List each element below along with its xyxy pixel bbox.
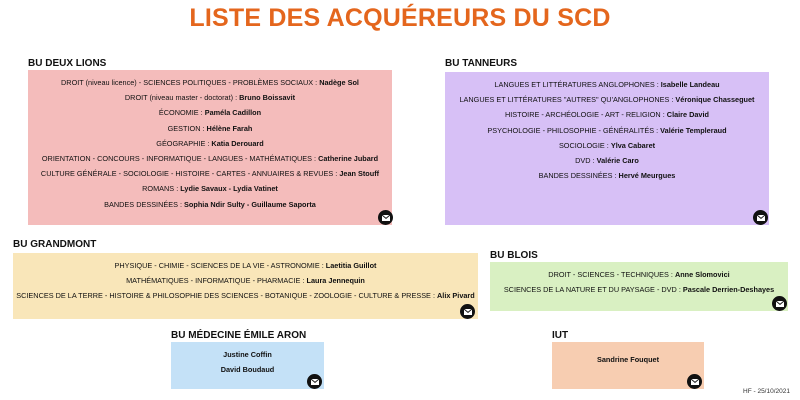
acquereur-name: Pascale Derrien-Deshayes — [682, 285, 775, 295]
section-title-tanneurs: BU TANNEURS — [445, 58, 518, 69]
acquereur-line — [445, 168, 769, 183]
acquereur-line — [28, 90, 392, 105]
acquereur-line — [13, 258, 478, 273]
domain-text: GÉOGRAPHIE : — [156, 138, 212, 148]
acquereur-line — [28, 181, 392, 196]
page-title: LISTE DES ACQUÉREURS DU SCD — [189, 4, 611, 32]
domain-text: MATHÉMATIQUES - INFORMATIQUE - PHARMACIE : — [126, 276, 307, 286]
section-box-deux-lions — [28, 70, 392, 225]
domain-text: LANGUES ET LITTÉRATURES ANGLOPHONES : — [494, 80, 661, 89]
domain-text: ORIENTATION - CONCOURS - INFORMATIQUE - LANGUES - MATHÉMATIQUES : — [41, 153, 319, 163]
acquereur-name: Valérie Caro — [596, 155, 639, 165]
acquereur-line — [445, 153, 769, 168]
domain-text: SOCIOLOGIE : — [558, 140, 611, 150]
domain-text: PSYCHOLOGIE - PHILOSOPHIE - GÉNÉRALITÉS : — [487, 125, 661, 135]
acquereur-line — [445, 92, 769, 107]
acquereur-name: Laura Jennequin — [306, 276, 365, 286]
acquereur-name: Véronique Chasseguet — [675, 95, 755, 105]
acquereur-line — [490, 267, 788, 282]
section-box-tanneurs — [445, 72, 769, 225]
section-title-deux-lions: BU DEUX LIONS — [28, 58, 107, 69]
acquereur-name: Alix Pivard — [437, 291, 475, 301]
mail-icon[interactable] — [753, 210, 768, 225]
section-box-grandmont — [13, 253, 478, 319]
domain-text: LANGUES ET LITTÉRATURES "AUTRES" QU'ANGLOPHONES : — [459, 95, 676, 105]
domain-text: BANDES DESSINÉES : — [104, 199, 185, 209]
acquereur-line — [13, 288, 478, 303]
acquereur-name: Isabelle Landeau — [660, 80, 720, 89]
acquereur-line — [445, 138, 769, 153]
domain-text: PHYSIQUE - CHIMIE - SCIENCES DE LA VIE - ASTRONOMIE : — [114, 261, 326, 270]
acquereur-name: Ylva Cabaret — [610, 140, 656, 150]
acquereur-line — [171, 362, 324, 377]
domain-text: ROMANS : — [142, 184, 181, 194]
acquereur-name: Anne Slomovici — [674, 270, 730, 279]
domain-text: HISTOIRE - ARCHÉOLOGIE - ART - RELIGION : — [505, 110, 667, 120]
mail-icon[interactable] — [772, 296, 787, 311]
acquereur-line — [28, 105, 392, 120]
domain-text: DVD : — [575, 155, 597, 165]
acquereur-line — [28, 121, 392, 136]
acquereur-name: Lydie Savaux - Lydia Vatinet — [180, 184, 278, 194]
acquereur-name: Hélène Farah — [206, 123, 253, 133]
domain-text: DROIT (niveau licence) - SCIENCES POLITIQUES - PROBLÈMES SOCIAUX : — [61, 78, 320, 87]
acquereur-name: Bruno Boissavit — [239, 93, 296, 103]
acquereur-name: Sophia Ndir Sulty - Guillaume Saporta — [184, 199, 316, 209]
domain-text: DROIT - SCIENCES - TECHNIQUES : — [548, 270, 675, 279]
section-title-medecine: BU MÉDECINE ÉMILE ARON — [171, 330, 307, 341]
acquereur-line — [445, 77, 769, 92]
domain-text: GESTION : — [167, 123, 207, 133]
domain-text: BANDES DESSINÉES : — [538, 171, 619, 181]
mail-icon[interactable] — [307, 374, 322, 389]
acquereur-name: Nadège Sol — [319, 78, 359, 87]
section-box-medecine — [171, 342, 324, 389]
section-title-grandmont: BU GRANDMONT — [13, 239, 97, 250]
acquereur-line — [490, 282, 788, 297]
acquereur-line — [13, 273, 478, 288]
acquereur-line — [28, 166, 392, 181]
acquereur-name: Sandrine Fouquet — [596, 355, 660, 364]
acquereur-name: Katia Derouard — [211, 138, 264, 148]
acquereur-line — [28, 136, 392, 151]
section-box-iut — [552, 342, 704, 389]
acquereur-name: Laetitia Guillot — [325, 261, 377, 270]
acquereur-name: Catherine Jubard — [318, 153, 379, 163]
acquereur-line — [28, 197, 392, 212]
domain-text: SCIENCES DE LA TERRE - HISTOIRE & PHILOSOPHIE DES SCIENCES - BOTANIQUE - ZOOLOGIE - CULTURE & PRESSE : — [16, 291, 438, 301]
section-title-iut: IUT — [552, 330, 569, 341]
acquereur-line — [445, 107, 769, 122]
domain-text: DROIT (niveau master - doctorat) : — [124, 93, 240, 103]
section-box-blois — [490, 262, 788, 311]
acquereur-name: Claire David — [666, 110, 709, 120]
acquereur-name: Jean Stouff — [339, 169, 380, 179]
acquereur-line — [171, 347, 324, 362]
mail-icon[interactable] — [378, 210, 393, 225]
acquereur-name: Valérie Templeraud — [660, 125, 727, 135]
mail-icon[interactable] — [460, 304, 475, 319]
acquereur-name: David Boudaud — [220, 365, 275, 375]
acquereur-name: Paméla Cadillon — [204, 108, 262, 118]
section-title-blois: BU BLOIS — [490, 250, 538, 261]
acquereur-line — [28, 151, 392, 166]
acquereur-name: Justine Coffin — [223, 350, 272, 359]
acquereur-line — [552, 352, 704, 367]
domain-text: ÉCONOMIE : — [158, 108, 205, 118]
domain-text: CULTURE GÉNÉRALE - SOCIOLOGIE - HISTOIRE - CARTES - ANNUAIRES & REVUES : — [40, 169, 340, 179]
footer-credit: HF - 25/10/2021 — [743, 388, 790, 395]
acquereur-line — [445, 123, 769, 138]
acquereur-name: Hervé Meurgues — [618, 171, 676, 181]
acquereur-line — [28, 75, 392, 90]
mail-icon[interactable] — [687, 374, 702, 389]
domain-text: SCIENCES DE LA NATURE ET DU PAYSAGE - DVD : — [503, 285, 683, 295]
